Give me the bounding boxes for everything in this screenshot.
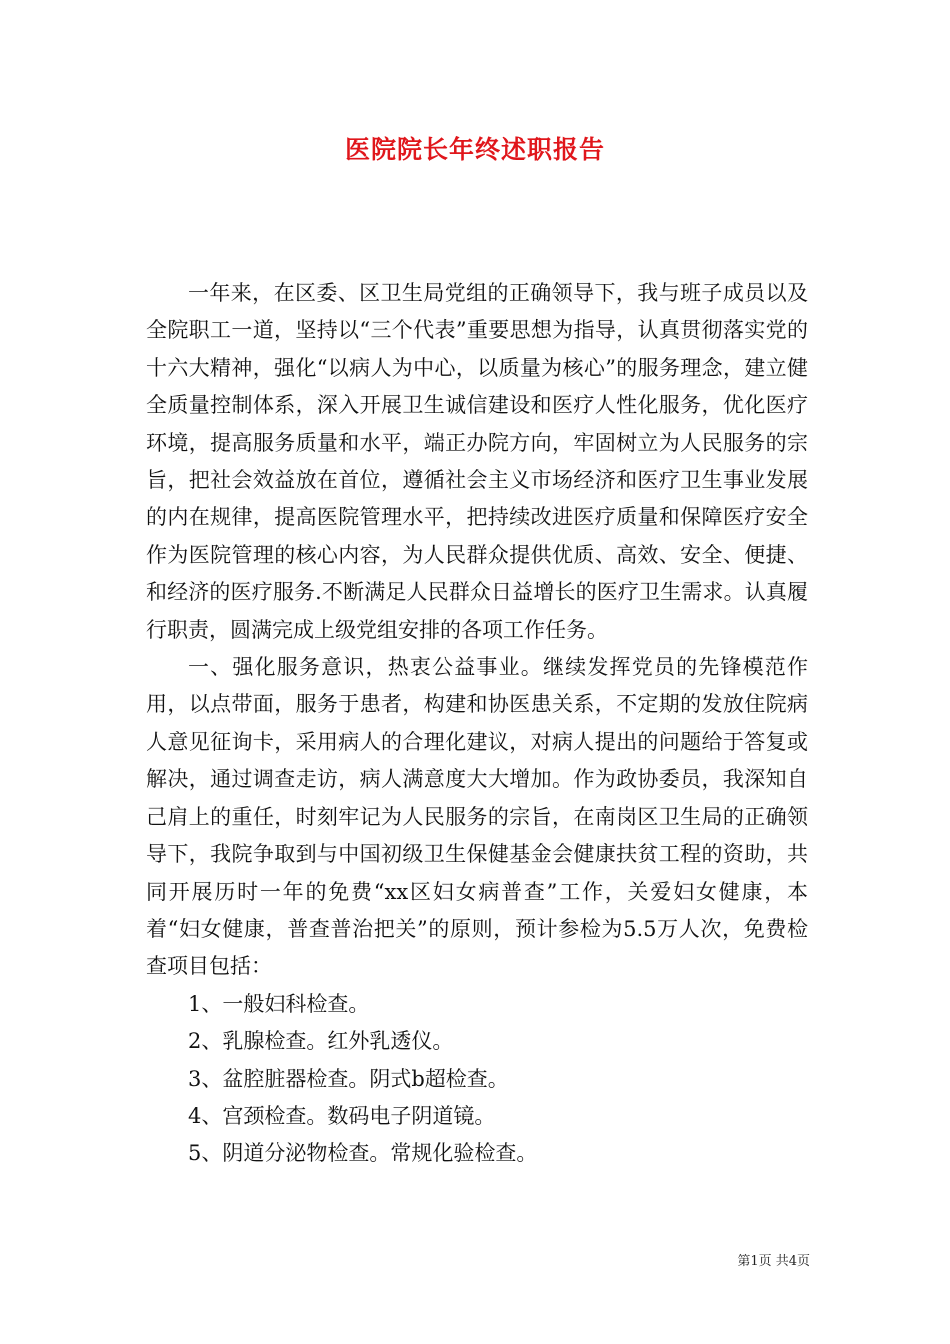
section-one-paragraph: 一、强化服务意识，热衷公益事业。继续发挥党员的先锋模范作用，以点带面，服务于患者，构建和协医患关系，不定期的发放住院病人意见征询卡，采用病人的合理化建议，对病人提出的问题给于答复或解决，通过调查走访，病人满意度大大增加。作为政协委员，我深知自己肩上的重任，时刻牢记为人民服务的宗旨，在南岗区卫生局的正确领导下，我院争取到与中国初级卫生保健基金会健康扶贫工程的资助，共同开展历时一年的免费“xx区妇女病普查”工作，关爱妇女健康，本着“妇女健康，普查普治把关”的原则，预计参检为5.5万人次，免费检查项目包括： — [146, 655, 808, 979]
exam-item-5: 5、阴道分泌物检查。常规化验检查。 — [188, 1141, 538, 1166]
intro-paragraph: 一年来，在区委、区卫生局党组的正确领导下，我与班子成员以及全院职工一道，坚持以“三个代表”重要思想为指导，认真贯彻落实党的十六大精神，强化“以病人为中心，以质量为核心”的服务理念，建立健全质量控制体系，深入开展卫生诚信建设和医疗人性化服务，优化医疗环境，提高服务质量和水平，端正办院方向，牢固树立为人民服务的宗旨，把社会效益放在首位，遵循社会主义市场经济和医疗卫生事业发展的内在规律，提高医院管理水平，把持续改进医疗质量和保障医疗安全作为医院管理的核心内容，为人民群众提供优质、高效、安全、便捷、和经济的医疗服务.不断满足人民群众日益增长的医疗卫生需求。认真履行职责，圆满完成上级党组安排的各项工作任务。 — [146, 281, 808, 642]
exam-item-2: 2、乳腺检查。红外乳透仪。 — [188, 1029, 454, 1054]
page-number: 第1页 共4页 — [737, 1254, 810, 1269]
exam-item-1: 1、一般妇科检查。 — [188, 991, 370, 1016]
document-title: 医院院长年终述职报告 — [344, 135, 605, 164]
exam-item-3: 3、盆腔脏器检查。阴式b超检查。 — [188, 1066, 509, 1091]
document-body — [146, 275, 808, 1173]
exam-item-4: 4、宫颈检查。数码电子阴道镜。 — [188, 1103, 496, 1128]
